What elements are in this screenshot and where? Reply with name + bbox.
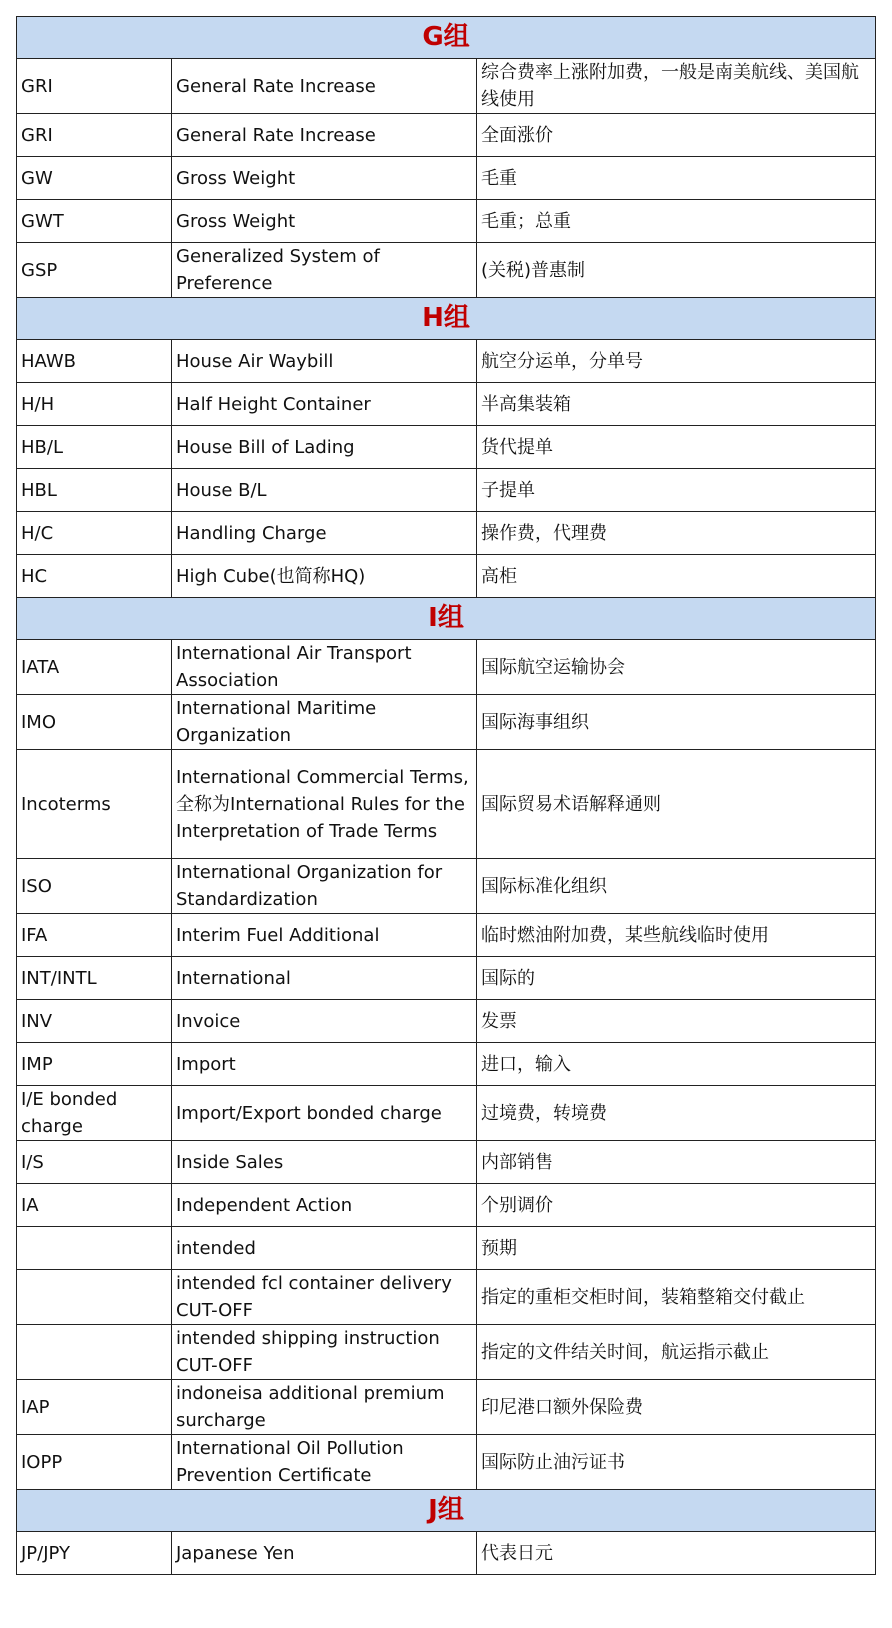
abbreviation-cell: Incoterms <box>17 750 172 859</box>
abbreviation-cell: I/S <box>17 1141 172 1184</box>
table-row <box>17 157 876 200</box>
chinese-meaning-cell: 毛重 <box>477 157 876 200</box>
chinese-meaning-cell: 综合费率上涨附加费，一般是南美航线、美国航线使用 <box>477 59 876 114</box>
group-title: G组 <box>17 17 876 59</box>
english-term-cell: Half Height Container <box>172 383 477 426</box>
english-term-cell: Handling Charge <box>172 512 477 555</box>
table-row <box>17 1380 876 1435</box>
english-term-cell: intended fcl container delivery CUT-OFF <box>172 1270 477 1325</box>
table-row <box>17 1086 876 1141</box>
abbreviation-cell: I/E bonded charge <box>17 1086 172 1141</box>
english-term-cell: Generalized System of Preference <box>172 243 477 298</box>
english-term-cell: intended shipping instruction CUT-OFF <box>172 1325 477 1380</box>
table-row <box>17 640 876 695</box>
table-row <box>17 1270 876 1325</box>
chinese-meaning-cell: 半高集装箱 <box>477 383 876 426</box>
group-title: H组 <box>17 298 876 340</box>
table-row <box>17 750 876 859</box>
group-header-row <box>17 598 876 640</box>
abbreviation-cell: IA <box>17 1184 172 1227</box>
table-row <box>17 1141 876 1184</box>
table-row <box>17 555 876 598</box>
table-row <box>17 469 876 512</box>
chinese-meaning-cell: 操作费，代理费 <box>477 512 876 555</box>
english-term-cell: General Rate Increase <box>172 59 477 114</box>
table-row <box>17 243 876 298</box>
english-term-cell: General Rate Increase <box>172 114 477 157</box>
english-term-cell: Import <box>172 1043 477 1086</box>
chinese-meaning-cell: 国际标准化组织 <box>477 859 876 914</box>
abbreviation-cell: GSP <box>17 243 172 298</box>
english-term-cell: Import/Export bonded charge <box>172 1086 477 1141</box>
table-row <box>17 340 876 383</box>
english-term-cell: House Bill of Lading <box>172 426 477 469</box>
group-title: J组 <box>17 1490 876 1532</box>
glossary-sheet <box>16 16 875 1575</box>
table-row <box>17 1325 876 1380</box>
chinese-meaning-cell: 国际贸易术语解释通则 <box>477 750 876 859</box>
english-term-cell: High Cube(也简称HQ) <box>172 555 477 598</box>
chinese-meaning-cell: 个别调价 <box>477 1184 876 1227</box>
abbreviation-cell: HC <box>17 555 172 598</box>
chinese-meaning-cell: 预期 <box>477 1227 876 1270</box>
english-term-cell: Japanese Yen <box>172 1532 477 1575</box>
english-term-cell: Independent Action <box>172 1184 477 1227</box>
group-header-row <box>17 298 876 340</box>
glossary-body <box>17 17 876 1575</box>
english-term-cell: International Maritime Organization <box>172 695 477 750</box>
english-term-cell: Interim Fuel Additional <box>172 914 477 957</box>
chinese-meaning-cell: 国际航空运输协会 <box>477 640 876 695</box>
english-term-cell: International Organization for Standardization <box>172 859 477 914</box>
chinese-meaning-cell: 国际的 <box>477 957 876 1000</box>
chinese-meaning-cell: 指定的文件结关时间，航运指示截止 <box>477 1325 876 1380</box>
english-term-cell: House B/L <box>172 469 477 512</box>
glossary-table <box>16 16 876 1575</box>
english-term-cell: intended <box>172 1227 477 1270</box>
english-term-cell: indoneisa additional premium surcharge <box>172 1380 477 1435</box>
table-row <box>17 114 876 157</box>
abbreviation-cell: IOPP <box>17 1435 172 1490</box>
english-term-cell: Gross Weight <box>172 200 477 243</box>
table-row <box>17 1435 876 1490</box>
chinese-meaning-cell: 印尼港口额外保险费 <box>477 1380 876 1435</box>
table-row <box>17 426 876 469</box>
abbreviation-cell <box>17 1270 172 1325</box>
table-row <box>17 914 876 957</box>
table-row <box>17 957 876 1000</box>
abbreviation-cell: HB/L <box>17 426 172 469</box>
abbreviation-cell <box>17 1227 172 1270</box>
english-term-cell: Invoice <box>172 1000 477 1043</box>
chinese-meaning-cell: 临时燃油附加费，某些航线临时使用 <box>477 914 876 957</box>
group-header-row <box>17 17 876 59</box>
chinese-meaning-cell: 货代提单 <box>477 426 876 469</box>
abbreviation-cell: IAP <box>17 1380 172 1435</box>
abbreviation-cell: INT/INTL <box>17 957 172 1000</box>
table-row <box>17 512 876 555</box>
table-row <box>17 383 876 426</box>
abbreviation-cell: HBL <box>17 469 172 512</box>
chinese-meaning-cell: 航空分运单，分单号 <box>477 340 876 383</box>
abbreviation-cell: IATA <box>17 640 172 695</box>
abbreviation-cell <box>17 1325 172 1380</box>
chinese-meaning-cell: 指定的重柜交柜时间，装箱整箱交付截止 <box>477 1270 876 1325</box>
english-term-cell: International Air Transport Association <box>172 640 477 695</box>
table-row <box>17 1532 876 1575</box>
abbreviation-cell: GWT <box>17 200 172 243</box>
table-row <box>17 200 876 243</box>
chinese-meaning-cell: 毛重；总重 <box>477 200 876 243</box>
abbreviation-cell: INV <box>17 1000 172 1043</box>
chinese-meaning-cell: 进口，输入 <box>477 1043 876 1086</box>
group-header-row <box>17 1490 876 1532</box>
abbreviation-cell: GRI <box>17 114 172 157</box>
abbreviation-cell: IMO <box>17 695 172 750</box>
chinese-meaning-cell: 国际海事组织 <box>477 695 876 750</box>
abbreviation-cell: H/C <box>17 512 172 555</box>
english-term-cell: Gross Weight <box>172 157 477 200</box>
table-row <box>17 59 876 114</box>
english-term-cell: International Oil Pollution Prevention Certificate <box>172 1435 477 1490</box>
chinese-meaning-cell: 过境费，转境费 <box>477 1086 876 1141</box>
chinese-meaning-cell: 代表日元 <box>477 1532 876 1575</box>
table-row <box>17 695 876 750</box>
chinese-meaning-cell: 高柜 <box>477 555 876 598</box>
table-row <box>17 1043 876 1086</box>
abbreviation-cell: GW <box>17 157 172 200</box>
abbreviation-cell: IFA <box>17 914 172 957</box>
english-term-cell: Inside Sales <box>172 1141 477 1184</box>
chinese-meaning-cell: 全面涨价 <box>477 114 876 157</box>
table-row <box>17 1227 876 1270</box>
abbreviation-cell: JP/JPY <box>17 1532 172 1575</box>
table-row <box>17 1000 876 1043</box>
abbreviation-cell: H/H <box>17 383 172 426</box>
table-row <box>17 859 876 914</box>
table-row <box>17 1184 876 1227</box>
chinese-meaning-cell: 国际防止油污证书 <box>477 1435 876 1490</box>
group-title: I组 <box>17 598 876 640</box>
chinese-meaning-cell: 发票 <box>477 1000 876 1043</box>
english-term-cell: International <box>172 957 477 1000</box>
english-term-cell: International Commercial Terms,全称为International Rules for the Interpretation of Trade Terms <box>172 750 477 859</box>
chinese-meaning-cell: (关税)普惠制 <box>477 243 876 298</box>
english-term-cell: House Air Waybill <box>172 340 477 383</box>
chinese-meaning-cell: 内部销售 <box>477 1141 876 1184</box>
abbreviation-cell: GRI <box>17 59 172 114</box>
abbreviation-cell: IMP <box>17 1043 172 1086</box>
chinese-meaning-cell: 子提单 <box>477 469 876 512</box>
abbreviation-cell: ISO <box>17 859 172 914</box>
abbreviation-cell: HAWB <box>17 340 172 383</box>
